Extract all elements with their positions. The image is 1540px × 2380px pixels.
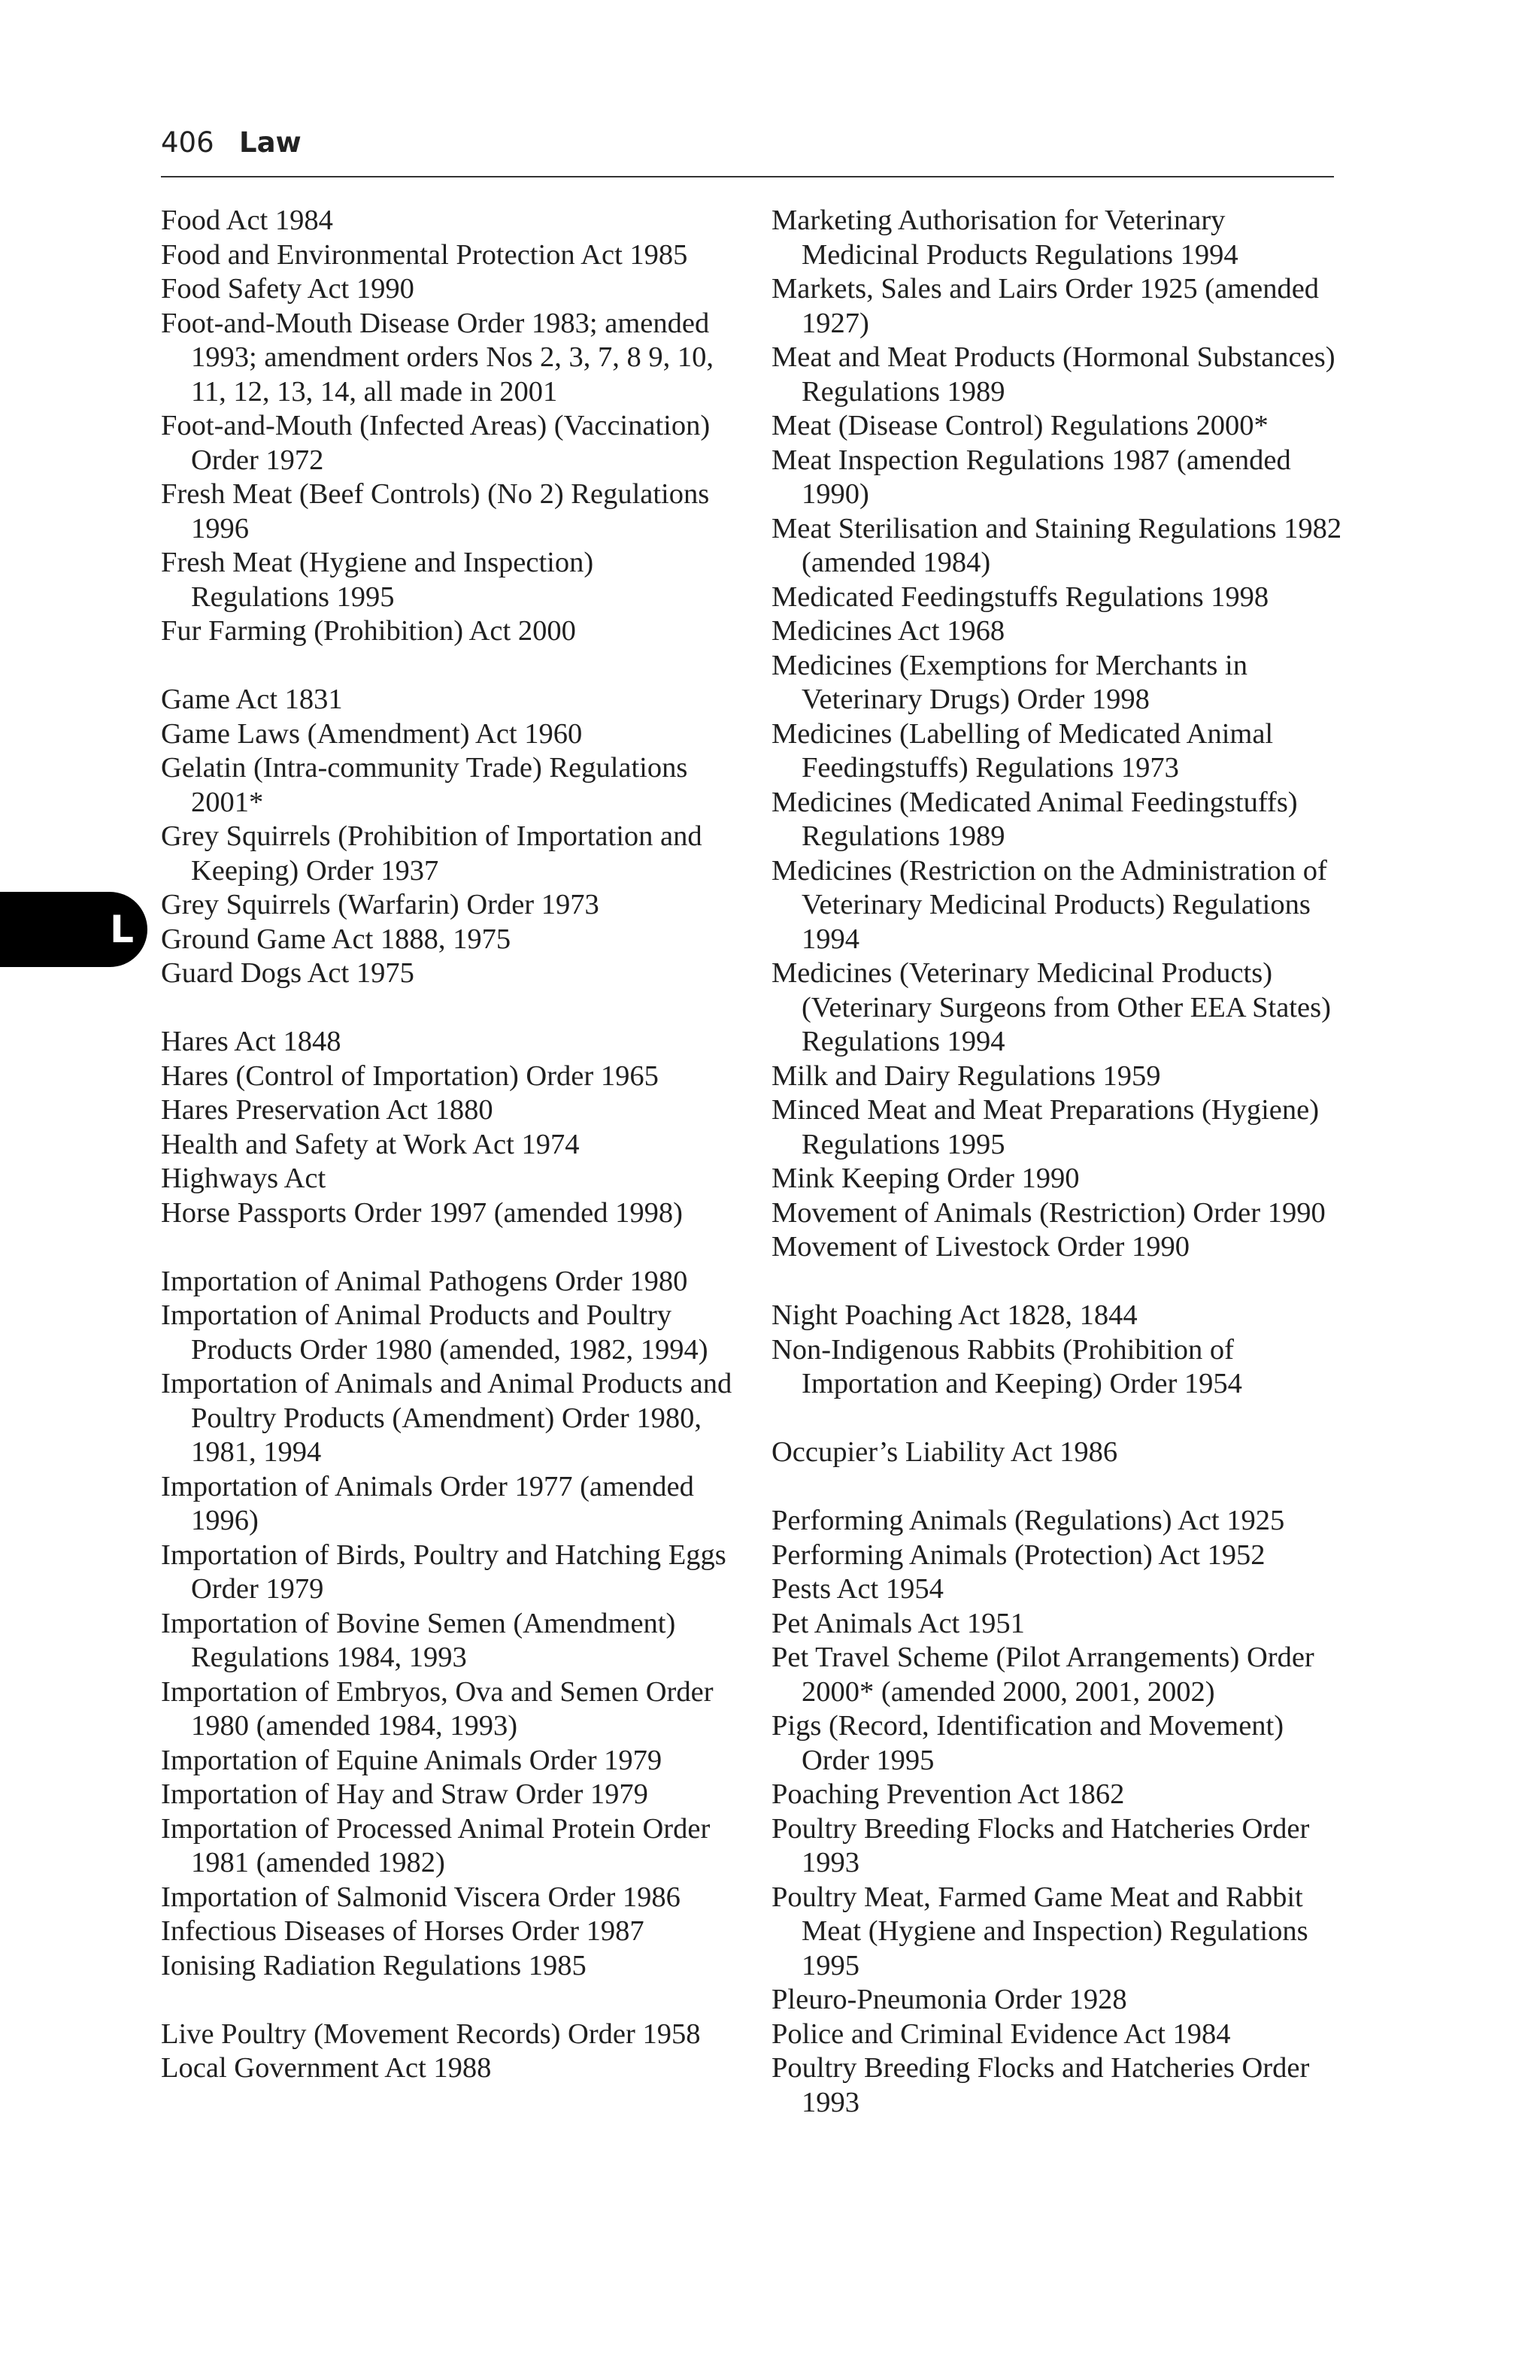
group-spacer xyxy=(161,1230,732,1265)
thumb-index-letter: L xyxy=(110,908,134,951)
index-entry: Hares Preservation Act 1880 xyxy=(161,1094,493,1126)
page-header xyxy=(161,123,1334,177)
index-entry: Importation of Birds, Poultry and Hatching Eggs Order 1979 xyxy=(161,1539,726,1605)
index-entry: Grey Squirrels (Warfarin) Order 1973 xyxy=(161,889,599,920)
index-entry: Hares (Control of Importation) Order 1965 xyxy=(161,1060,659,1092)
index-entry: Meat (Disease Control) Regulations 2000* xyxy=(772,410,1269,441)
index-entry: Highways Act xyxy=(161,1163,326,1194)
index-entry: Movement of Livestock Order 1990 xyxy=(772,1231,1190,1263)
index-entry: Horse Passports Order 1997 (amended 1998) xyxy=(161,1196,683,1229)
index-entry: Pigs (Record, Identification and Movement) Order 1995 xyxy=(772,1710,1284,1776)
index-entry: Movement of Animals (Restriction) Order 1990 xyxy=(772,1196,1326,1229)
index-entry: Importation of Animals and Animal Products and Poultry Products (Amendment) Order 1980, 1981, 1994 xyxy=(161,1368,732,1468)
index-entry: Night Poaching Act 1828, 1844 xyxy=(772,1299,1138,1331)
index-entry: Medicines (Exemptions for Merchants in Veterinary Drugs) Order 1998 xyxy=(772,649,1247,715)
group-spacer xyxy=(161,1983,732,2018)
index-entry: Fresh Meat (Beef Controls) (No 2) Regulations 1996 xyxy=(161,478,710,544)
index-entry: Importation of Animal Products and Poultry Products Order 1980 (amended, 1982, 1994) xyxy=(161,1299,708,1366)
index-entry: Mink Keeping Order 1990 xyxy=(772,1163,1080,1194)
group-spacer xyxy=(772,1402,1343,1436)
index-entry: Marketing Authorisation for Veterinary Medicinal Products Regulations 1994 xyxy=(772,205,1238,271)
thumb-index-tab xyxy=(0,892,147,967)
index-entry: Importation of Processed Animal Protein Order 1981 (amended 1982) xyxy=(161,1812,711,1878)
index-entry: Foot-and-Mouth (Infected Areas) (Vaccination) Order 1972 xyxy=(161,410,711,476)
index-entry: Performing Animals (Regulations) Act 1925 xyxy=(772,1505,1285,1536)
index-entry: Importation of Salmonid Viscera Order 1986 xyxy=(161,1881,681,1913)
index-entry: Gelatin (Intra-community Trade) Regulations 2001* xyxy=(161,752,688,818)
index-entry: Medicines (Medicated Animal Feedingstuffs) Regulations 1989 xyxy=(772,786,1298,852)
index-entry: Ionising Radiation Regulations 1985 xyxy=(161,1949,587,1981)
index-entry: Guard Dogs Act 1975 xyxy=(161,957,414,989)
index-entry: Ground Game Act 1888, 1975 xyxy=(161,923,511,955)
right-column xyxy=(772,204,1343,2120)
index-entry: Pet Travel Scheme (Pilot Arrangements) Order 2000* (amended 2000, 2001, 2002) xyxy=(772,1642,1314,1708)
index-entry: Foot-and-Mouth Disease Order 1983; amended 1993; amendment orders Nos 2, 3, 7, 8 9, 10, 11, 12, 13, 14, all made in 2001 xyxy=(161,307,714,408)
index-entry: Importation of Animal Pathogens Order 1980 xyxy=(161,1265,688,1297)
index-entry: Poultry Meat, Farmed Game Meat and Rabbit Meat (Hygiene and Inspection) Regulations 1995 xyxy=(772,1881,1308,1981)
index-entry: Minced Meat and Meat Preparations (Hygiene) Regulations 1995 xyxy=(772,1094,1320,1160)
index-entry: Fresh Meat (Hygiene and Inspection) Regulations 1995 xyxy=(161,547,594,613)
left-column xyxy=(161,204,732,2086)
index-entry: Fur Farming (Prohibition) Act 2000 xyxy=(161,615,576,647)
index-entry: Importation of Embryos, Ova and Semen Order 1980 (amended 1984, 1993) xyxy=(161,1675,714,1742)
index-entry: Medicines Act 1968 xyxy=(772,615,1005,647)
index-entry: Poaching Prevention Act 1862 xyxy=(772,1778,1125,1810)
index-entry: Medicated Feedingstuffs Regulations 1998 xyxy=(772,581,1269,613)
index-entry: Police and Criminal Evidence Act 1984 xyxy=(772,2018,1231,2050)
group-spacer xyxy=(772,1265,1343,1299)
index-entry: Food Safety Act 1990 xyxy=(161,273,414,305)
index-entry: Food Act 1984 xyxy=(161,205,333,236)
index-entry: Importation of Equine Animals Order 1979 xyxy=(161,1744,662,1776)
group-spacer xyxy=(772,1470,1343,1505)
index-entry: Pet Animals Act 1951 xyxy=(772,1607,1025,1639)
index-entry: Milk and Dairy Regulations 1959 xyxy=(772,1060,1161,1092)
index-entry: Food and Environmental Protection Act 1985 xyxy=(161,238,688,271)
index-entry: Health and Safety at Work Act 1974 xyxy=(161,1128,580,1160)
index-entry: Poultry Breeding Flocks and Hatcheries Order 1993 xyxy=(772,2052,1310,2118)
index-entry: Hares Act 1848 xyxy=(161,1026,341,1057)
index-entry: Importation of Animals Order 1977 (amended 1996) xyxy=(161,1470,694,1536)
group-spacer xyxy=(161,991,732,1026)
index-entry: Local Government Act 1988 xyxy=(161,2052,492,2084)
index-entry: Medicines (Labelling of Medicated Animal Feedingstuffs) Regulations 1973 xyxy=(772,717,1274,784)
index-entry: Live Poultry (Movement Records) Order 1958 xyxy=(161,2018,701,2050)
index-entry: Performing Animals (Protection) Act 1952 xyxy=(772,1539,1266,1571)
index-entry: Game Laws (Amendment) Act 1960 xyxy=(161,717,583,750)
index-entry: Infectious Diseases of Horses Order 1987 xyxy=(161,1915,644,1947)
index-entry: Grey Squirrels (Prohibition of Importation and Keeping) Order 1937 xyxy=(161,820,702,887)
index-entry: Markets, Sales and Lairs Order 1925 (amended 1927) xyxy=(772,273,1320,339)
group-spacer xyxy=(161,649,732,684)
index-entry: Non-Indigenous Rabbits (Prohibition of Importation and Keeping) Order 1954 xyxy=(772,1333,1242,1399)
index-entry: Importation of Hay and Straw Order 1979 xyxy=(161,1778,648,1810)
index-entry: Meat Inspection Regulations 1987 (amended 1990) xyxy=(772,444,1291,510)
index-entry: Pleuro-Pneumonia Order 1928 xyxy=(772,1984,1127,2015)
index-entry: Meat Sterilisation and Staining Regulations 1982 (amended 1984) xyxy=(772,512,1342,578)
index-entry: Game Act 1831 xyxy=(161,684,343,715)
index-entry: Medicines (Restriction on the Administration of Veterinary Medicinal Products) Regulations 1994 xyxy=(772,854,1327,955)
index-entry: Poultry Breeding Flocks and Hatcheries Order 1993 xyxy=(772,1812,1310,1878)
section-title: Law xyxy=(239,126,302,159)
page-number: 406 xyxy=(161,126,214,159)
index-entry: Importation of Bovine Semen (Amendment) Regulations 1984, 1993 xyxy=(161,1607,676,1673)
index-entry: Meat and Meat Products (Hormonal Substances) Regulations 1989 xyxy=(772,341,1335,408)
index-entry: Pests Act 1954 xyxy=(772,1573,944,1605)
index-entry: Medicines (Veterinary Medicinal Products) (Veterinary Surgeons from Other EEA States) Regulations 1994 xyxy=(772,957,1331,1057)
index-entry: Occupier’s Liability Act 1986 xyxy=(772,1436,1118,1468)
